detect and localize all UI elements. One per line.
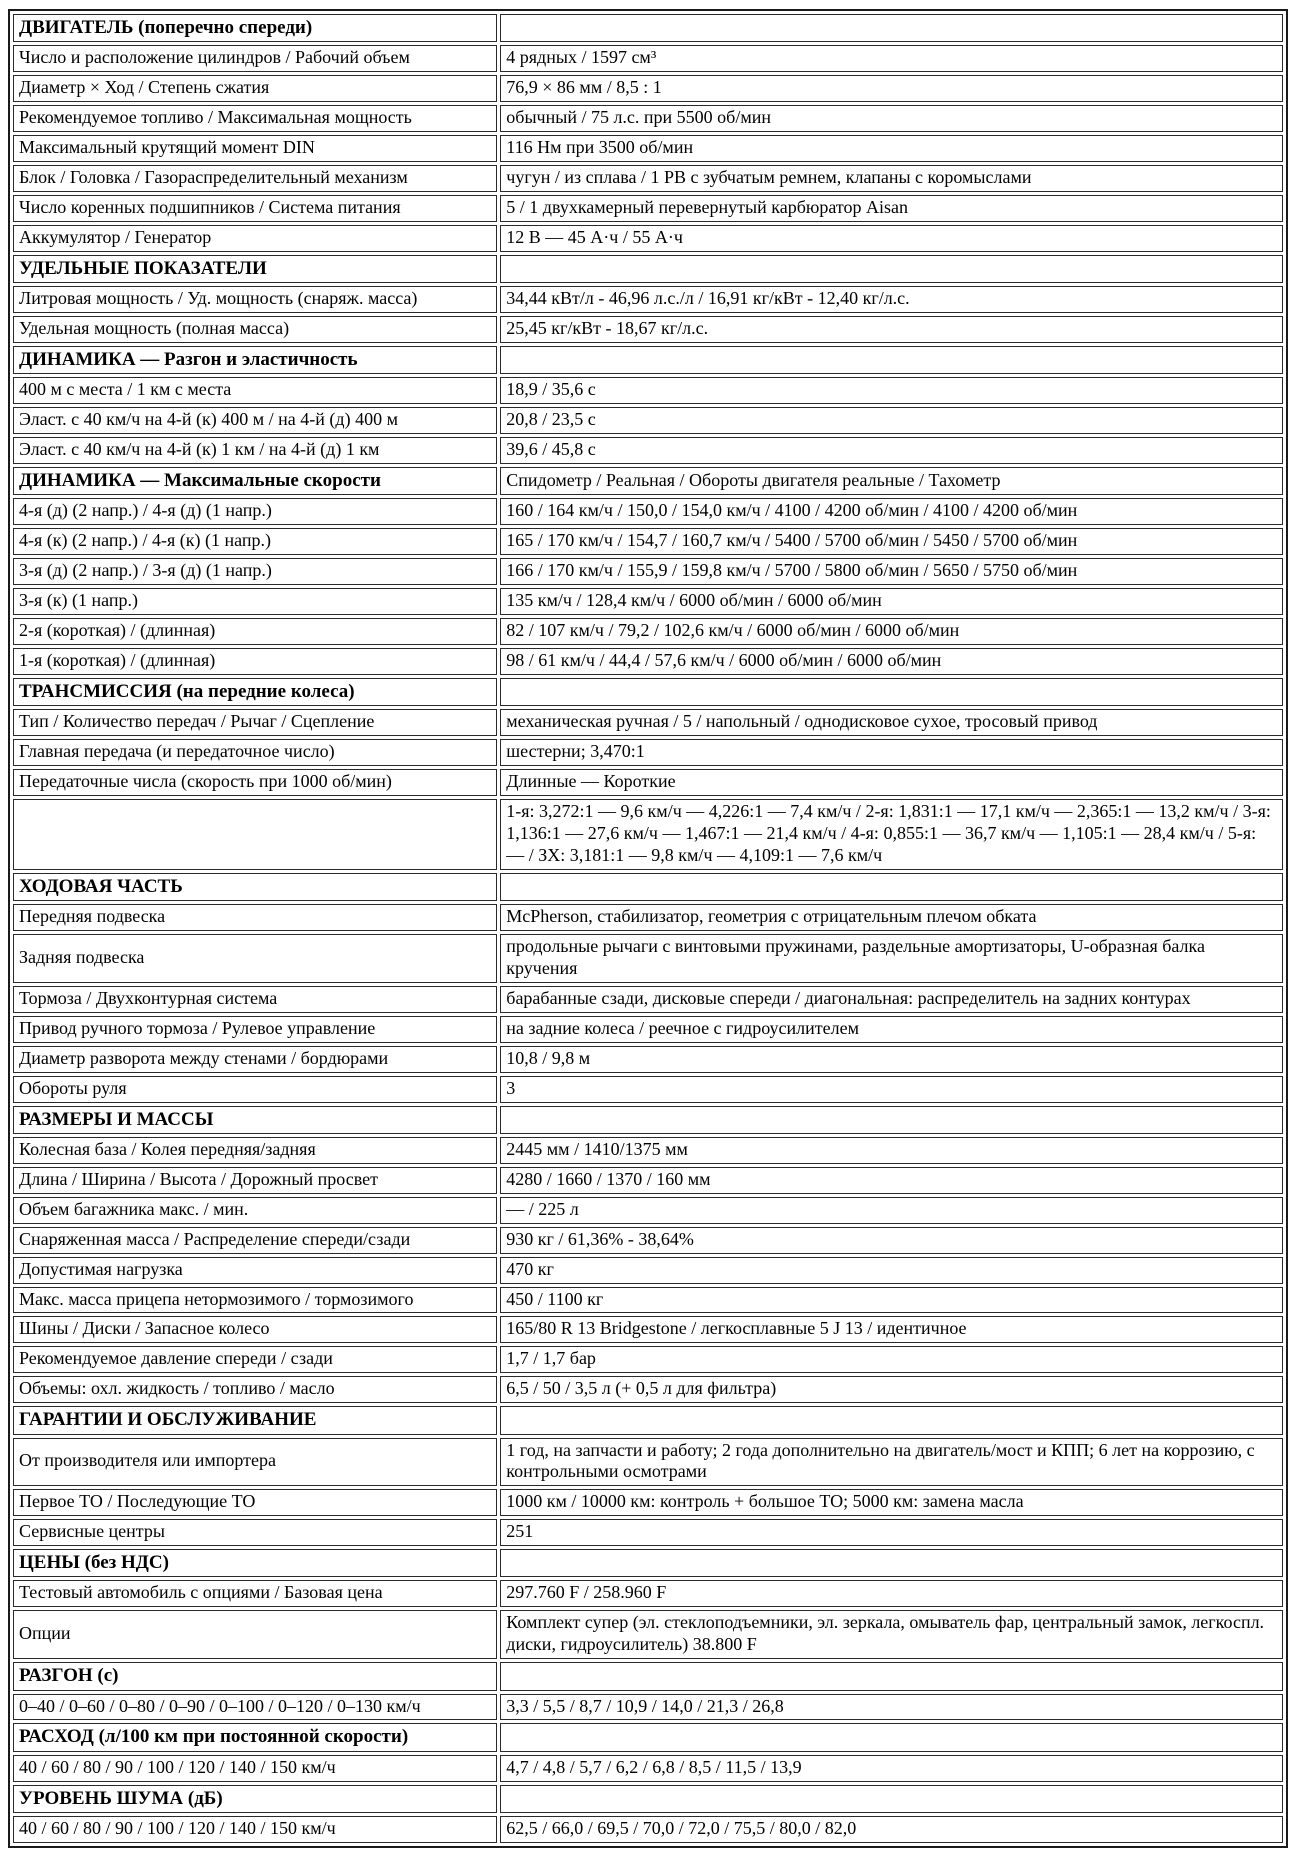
spec-label-cell: Первое ТО / Последующие ТО (13, 1489, 497, 1516)
table-row (13, 934, 1283, 983)
section-row (13, 14, 1283, 42)
spec-label-cell: Эласт. с 40 км/ч на 4-й (к) 400 м / на 4-й (д) 400 м (13, 407, 497, 434)
spec-label-cell: Тип / Количество передач / Рычаг / Сцепление (13, 709, 497, 736)
spec-label-cell: Снаряженная масса / Распределение спереди/сзади (13, 1227, 497, 1254)
section-title-cell: РАЗМЕРЫ И МАССЫ (13, 1106, 497, 1134)
spec-label-cell: 2-я (короткая) / (длинная) (13, 618, 497, 645)
spec-value-cell (500, 1106, 1283, 1134)
table-row (13, 1694, 1283, 1721)
spec-value-cell: 39,6 / 45,8 с (500, 437, 1283, 464)
spec-table (8, 9, 1288, 1848)
spec-value-cell: 62,5 / 66,0 / 69,5 / 70,0 / 72,0 / 75,5 / 80,0 / 82,0 (500, 1816, 1283, 1843)
section-title-cell: ТРАНСМИССИЯ (на передние колеса) (13, 678, 497, 706)
spec-label-cell: 3-я (д) (2 напр.) / 3-я (д) (1 напр.) (13, 558, 497, 585)
section-title-cell: ЦЕНЫ (без НДС) (13, 1549, 497, 1577)
section-title-cell: ГАРАНТИИ И ОБСЛУЖИВАНИЕ (13, 1406, 497, 1434)
spec-label-cell: Диаметр разворота между стенами / бордюрами (13, 1046, 497, 1073)
spec-label-cell: Тестовый автомобиль с опциями / Базовая цена (13, 1580, 497, 1607)
spec-label-cell: Главная передача (и передаточное число) (13, 739, 497, 766)
spec-table-body (13, 14, 1283, 1843)
spec-value-cell: 1 год, на запчасти и работу; 2 года дополнительно на двигатель/мост и КПП; 6 лет на коррозию, с контрольными осмотрами (500, 1438, 1283, 1487)
spec-value-cell: — / 225 л (500, 1197, 1283, 1224)
table-row (13, 1580, 1283, 1607)
table-row (13, 528, 1283, 555)
table-row (13, 225, 1283, 252)
table-row (13, 904, 1283, 931)
spec-label-cell: Сервисные центры (13, 1519, 497, 1546)
spec-value-cell: Спидометр / Реальная / Обороты двигателя реальные / Тахометр (500, 467, 1283, 495)
spec-value-cell: обычный / 75 л.с. при 5500 об/мин (500, 105, 1283, 132)
section-row (13, 1723, 1283, 1751)
table-row (13, 165, 1283, 192)
section-row (13, 678, 1283, 706)
spec-value-cell: 165 / 170 км/ч / 154,7 / 160,7 км/ч / 5400 / 5700 об/мин / 5450 / 5700 об/мин (500, 528, 1283, 555)
spec-label-cell: Колесная база / Колея передняя/задняя (13, 1137, 497, 1164)
spec-label-cell: Объем багажника макс. / мин. (13, 1197, 497, 1224)
table-row (13, 739, 1283, 766)
spec-value-cell (500, 1723, 1283, 1751)
spec-value-cell: 1,7 / 1,7 бар (500, 1346, 1283, 1373)
spec-value-cell: 34,44 кВт/л - 46,96 л.с./л / 16,91 кг/кВт - 12,40 кг/л.с. (500, 286, 1283, 313)
table-row (13, 769, 1283, 796)
spec-value-cell: барабанные сзади, дисковые спереди / диагональная: распределитель на задних контурах (500, 986, 1283, 1013)
spec-label-cell: 40 / 60 / 80 / 90 / 100 / 120 / 140 / 150 км/ч (13, 1816, 497, 1843)
section-row (13, 1549, 1283, 1577)
spec-label-cell: Число и расположение цилиндров / Рабочий объем (13, 45, 497, 72)
spec-value-cell: 251 (500, 1519, 1283, 1546)
spec-label-cell (13, 799, 497, 870)
spec-value-cell: 76,9 × 86 мм / 8,5 : 1 (500, 75, 1283, 102)
table-row (13, 1167, 1283, 1194)
section-title-cell: ХОДОВАЯ ЧАСТЬ (13, 873, 497, 901)
spec-label-cell: 400 м с места / 1 км с места (13, 377, 497, 404)
table-row (13, 1257, 1283, 1284)
spec-value-cell: 930 кг / 61,36% - 38,64% (500, 1227, 1283, 1254)
section-row (13, 1406, 1283, 1434)
spec-value-cell: 82 / 107 км/ч / 79,2 / 102,6 км/ч / 6000 об/мин / 6000 об/мин (500, 618, 1283, 645)
spec-value-cell: механическая ручная / 5 / напольный / однодисковое сухое, тросовый привод (500, 709, 1283, 736)
spec-value-cell (500, 14, 1283, 42)
section-row (13, 1106, 1283, 1134)
table-row (13, 588, 1283, 615)
spec-label-cell: Передаточные числа (скорость при 1000 об/мин) (13, 769, 497, 796)
spec-value-cell: McPherson, стабилизатор, геометрия с отрицательным плечом обката (500, 904, 1283, 931)
spec-label-cell: Макс. масса прицепа нетормозимого / тормозимого (13, 1287, 497, 1314)
spec-label-cell: Диаметр × Ход / Степень сжатия (13, 75, 497, 102)
spec-value-cell (500, 1662, 1283, 1690)
spec-label-cell: Передняя подвеска (13, 904, 497, 931)
table-row (13, 377, 1283, 404)
table-row (13, 1316, 1283, 1343)
spec-value-cell (500, 1549, 1283, 1577)
spec-value-cell: 20,8 / 23,5 с (500, 407, 1283, 434)
spec-label-cell: 4-я (д) (2 напр.) / 4-я (д) (1 напр.) (13, 498, 497, 525)
table-row (13, 1755, 1283, 1782)
section-title-cell: РАЗГОН (с) (13, 1662, 497, 1690)
spec-value-cell: 166 / 170 км/ч / 155,9 / 159,8 км/ч / 5700 / 5800 об/мин / 5650 / 5750 об/мин (500, 558, 1283, 585)
table-row (13, 1816, 1283, 1843)
section-title-cell: ДИНАМИКА — Разгон и эластичность (13, 346, 497, 374)
spec-value-cell: 25,45 кг/кВт - 18,67 кг/л.с. (500, 316, 1283, 343)
spec-value-cell: Длинные — Короткие (500, 769, 1283, 796)
table-row (13, 135, 1283, 162)
spec-label-cell: Задняя подвеска (13, 934, 497, 983)
spec-label-cell: Рекомендуемое давление спереди / сзади (13, 1346, 497, 1373)
spec-label-cell: Обороты руля (13, 1076, 497, 1103)
section-row (13, 873, 1283, 901)
spec-label-cell: Привод ручного тормоза / Рулевое управление (13, 1016, 497, 1043)
table-row (13, 558, 1283, 585)
table-row (13, 195, 1283, 222)
spec-value-cell: 135 км/ч / 128,4 км/ч / 6000 об/мин / 6000 об/мин (500, 588, 1283, 615)
table-row (13, 1016, 1283, 1043)
section-title-cell: УДЕЛЬНЫЕ ПОКАЗАТЕЛИ (13, 255, 497, 283)
spec-value-cell: 18,9 / 35,6 с (500, 377, 1283, 404)
table-row (13, 286, 1283, 313)
spec-value-cell: 3 (500, 1076, 1283, 1103)
spec-value-cell: 4,7 / 4,8 / 5,7 / 6,2 / 6,8 / 8,5 / 11,5 / 13,9 (500, 1755, 1283, 1782)
spec-value-cell (500, 1406, 1283, 1434)
spec-value-cell: 3,3 / 5,5 / 8,7 / 10,9 / 14,0 / 21,3 / 26,8 (500, 1694, 1283, 1721)
table-row (13, 498, 1283, 525)
table-row (13, 1346, 1283, 1373)
spec-value-cell: 470 кг (500, 1257, 1283, 1284)
spec-label-cell: 4-я (к) (2 напр.) / 4-я (к) (1 напр.) (13, 528, 497, 555)
section-row (13, 467, 1283, 495)
table-row (13, 1376, 1283, 1403)
spec-label-cell: Эласт. с 40 км/ч на 4-й (к) 1 км / на 4-й (д) 1 км (13, 437, 497, 464)
spec-value-cell: 10,8 / 9,8 м (500, 1046, 1283, 1073)
table-row (13, 986, 1283, 1013)
spec-label-cell: Литровая мощность / Уд. мощность (снаряж. масса) (13, 286, 497, 313)
spec-value-cell (500, 1785, 1283, 1813)
table-row (13, 1519, 1283, 1546)
spec-value-cell (500, 873, 1283, 901)
section-title-cell: УРОВЕНЬ ШУМА (дБ) (13, 1785, 497, 1813)
table-row (13, 1610, 1283, 1659)
spec-label-cell: 0–40 / 0–60 / 0–80 / 0–90 / 0–100 / 0–120 / 0–130 км/ч (13, 1694, 497, 1721)
spec-label-cell: Рекомендуемое топливо / Максимальная мощность (13, 105, 497, 132)
spec-value-cell (500, 678, 1283, 706)
spec-value-cell: 160 / 164 км/ч / 150,0 / 154,0 км/ч / 4100 / 4200 об/мин / 4100 / 4200 об/мин (500, 498, 1283, 525)
table-row (13, 316, 1283, 343)
spec-value-cell: 4 рядных / 1597 см³ (500, 45, 1283, 72)
spec-value-cell (500, 346, 1283, 374)
spec-value-cell: 1-я: 3,272:1 — 9,6 км/ч — 4,226:1 — 7,4 км/ч / 2-я: 1,831:1 — 17,1 км/ч — 2,365:1 — 13,2 км/ч / 3-я: 1,136:1 — 27,6 км/ч — 1,467:1 — 21,4 км/ч / 4-я: 0,855:1 — 36,7 км/ч — 1,105:1 — 28,4 км/ч / 5-я: — / ЗХ: 3,181:1 — 9,8 км/ч — 4,109:1 — 7,6 км/ч (500, 799, 1283, 870)
table-row (13, 1197, 1283, 1224)
table-row (13, 1137, 1283, 1164)
table-row (13, 1046, 1283, 1073)
section-row (13, 1785, 1283, 1813)
spec-label-cell: Допустимая нагрузка (13, 1257, 497, 1284)
table-row (13, 75, 1283, 102)
table-row (13, 45, 1283, 72)
spec-value-cell: 1000 км / 10000 км: контроль + большое ТО; 5000 км: замена масла (500, 1489, 1283, 1516)
table-row (13, 437, 1283, 464)
section-row (13, 1662, 1283, 1690)
section-title-cell: РАСХОД (л/100 км при постоянной скорости) (13, 1723, 497, 1751)
spec-value-cell: на задние колеса / реечное с гидроусилителем (500, 1016, 1283, 1043)
spec-label-cell: Удельная мощность (полная масса) (13, 316, 497, 343)
spec-label-cell: 3-я (к) (1 напр.) (13, 588, 497, 615)
table-row (13, 618, 1283, 645)
spec-label-cell: Шины / Диски / Запасное колесо (13, 1316, 497, 1343)
section-row (13, 255, 1283, 283)
spec-label-cell: От производителя или импортера (13, 1438, 497, 1487)
spec-value-cell: 12 В — 45 А·ч / 55 А·ч (500, 225, 1283, 252)
spec-value-cell: 98 / 61 км/ч / 44,4 / 57,6 км/ч / 6000 об/мин / 6000 об/мин (500, 648, 1283, 675)
spec-label-cell: Тормоза / Двухконтурная система (13, 986, 497, 1013)
section-row (13, 346, 1283, 374)
spec-value-cell: шестерни; 3,470:1 (500, 739, 1283, 766)
table-row (13, 1287, 1283, 1314)
table-row (13, 1438, 1283, 1487)
table-row (13, 407, 1283, 434)
spec-value-cell: 4280 / 1660 / 1370 / 160 мм (500, 1167, 1283, 1194)
table-row (13, 105, 1283, 132)
table-row (13, 709, 1283, 736)
spec-label-cell: Объемы: охл. жидкость / топливо / масло (13, 1376, 497, 1403)
spec-value-cell (500, 255, 1283, 283)
spec-value-cell: Комплект супер (эл. стеклоподъемники, эл. зеркала, омыватель фар, центральный замок, легкоспл. диски, гидроусилитель) 38.800 F (500, 1610, 1283, 1659)
table-row (13, 648, 1283, 675)
spec-value-cell: продольные рычаги с винтовыми пружинами, раздельные амортизаторы, U-образная балка кручения (500, 934, 1283, 983)
spec-value-cell: чугун / из сплава / 1 РВ с зубчатым ремнем, клапаны с коромыслами (500, 165, 1283, 192)
table-row (13, 1227, 1283, 1254)
spec-label-cell: 40 / 60 / 80 / 90 / 100 / 120 / 140 / 150 км/ч (13, 1755, 497, 1782)
spec-label-cell: Число коренных подшипников / Система питания (13, 195, 497, 222)
spec-label-cell: Длина / Ширина / Высота / Дорожный просвет (13, 1167, 497, 1194)
spec-value-cell: 450 / 1100 кг (500, 1287, 1283, 1314)
spec-value-cell: 165/80 R 13 Bridgestone / легкосплавные 5 J 13 / идентичное (500, 1316, 1283, 1343)
spec-label-cell: Опции (13, 1610, 497, 1659)
spec-value-cell: 297.760 F / 258.960 F (500, 1580, 1283, 1607)
spec-label-cell: 1-я (короткая) / (длинная) (13, 648, 497, 675)
section-title-cell: ДИНАМИКА — Максимальные скорости (13, 467, 497, 495)
spec-label-cell: Блок / Головка / Газораспределительный механизм (13, 165, 497, 192)
section-title-cell: ДВИГАТЕЛЬ (поперечно спереди) (13, 14, 497, 42)
spec-value-cell: 116 Нм при 3500 об/мин (500, 135, 1283, 162)
spec-value-cell: 5 / 1 двухкамерный перевернутый карбюратор Aisan (500, 195, 1283, 222)
table-row (13, 799, 1283, 870)
spec-label-cell: Максимальный крутящий момент DIN (13, 135, 497, 162)
table-row (13, 1076, 1283, 1103)
spec-label-cell: Аккумулятор / Генератор (13, 225, 497, 252)
spec-value-cell: 2445 мм / 1410/1375 мм (500, 1137, 1283, 1164)
table-row (13, 1489, 1283, 1516)
spec-value-cell: 6,5 / 50 / 3,5 л (+ 0,5 л для фильтра) (500, 1376, 1283, 1403)
